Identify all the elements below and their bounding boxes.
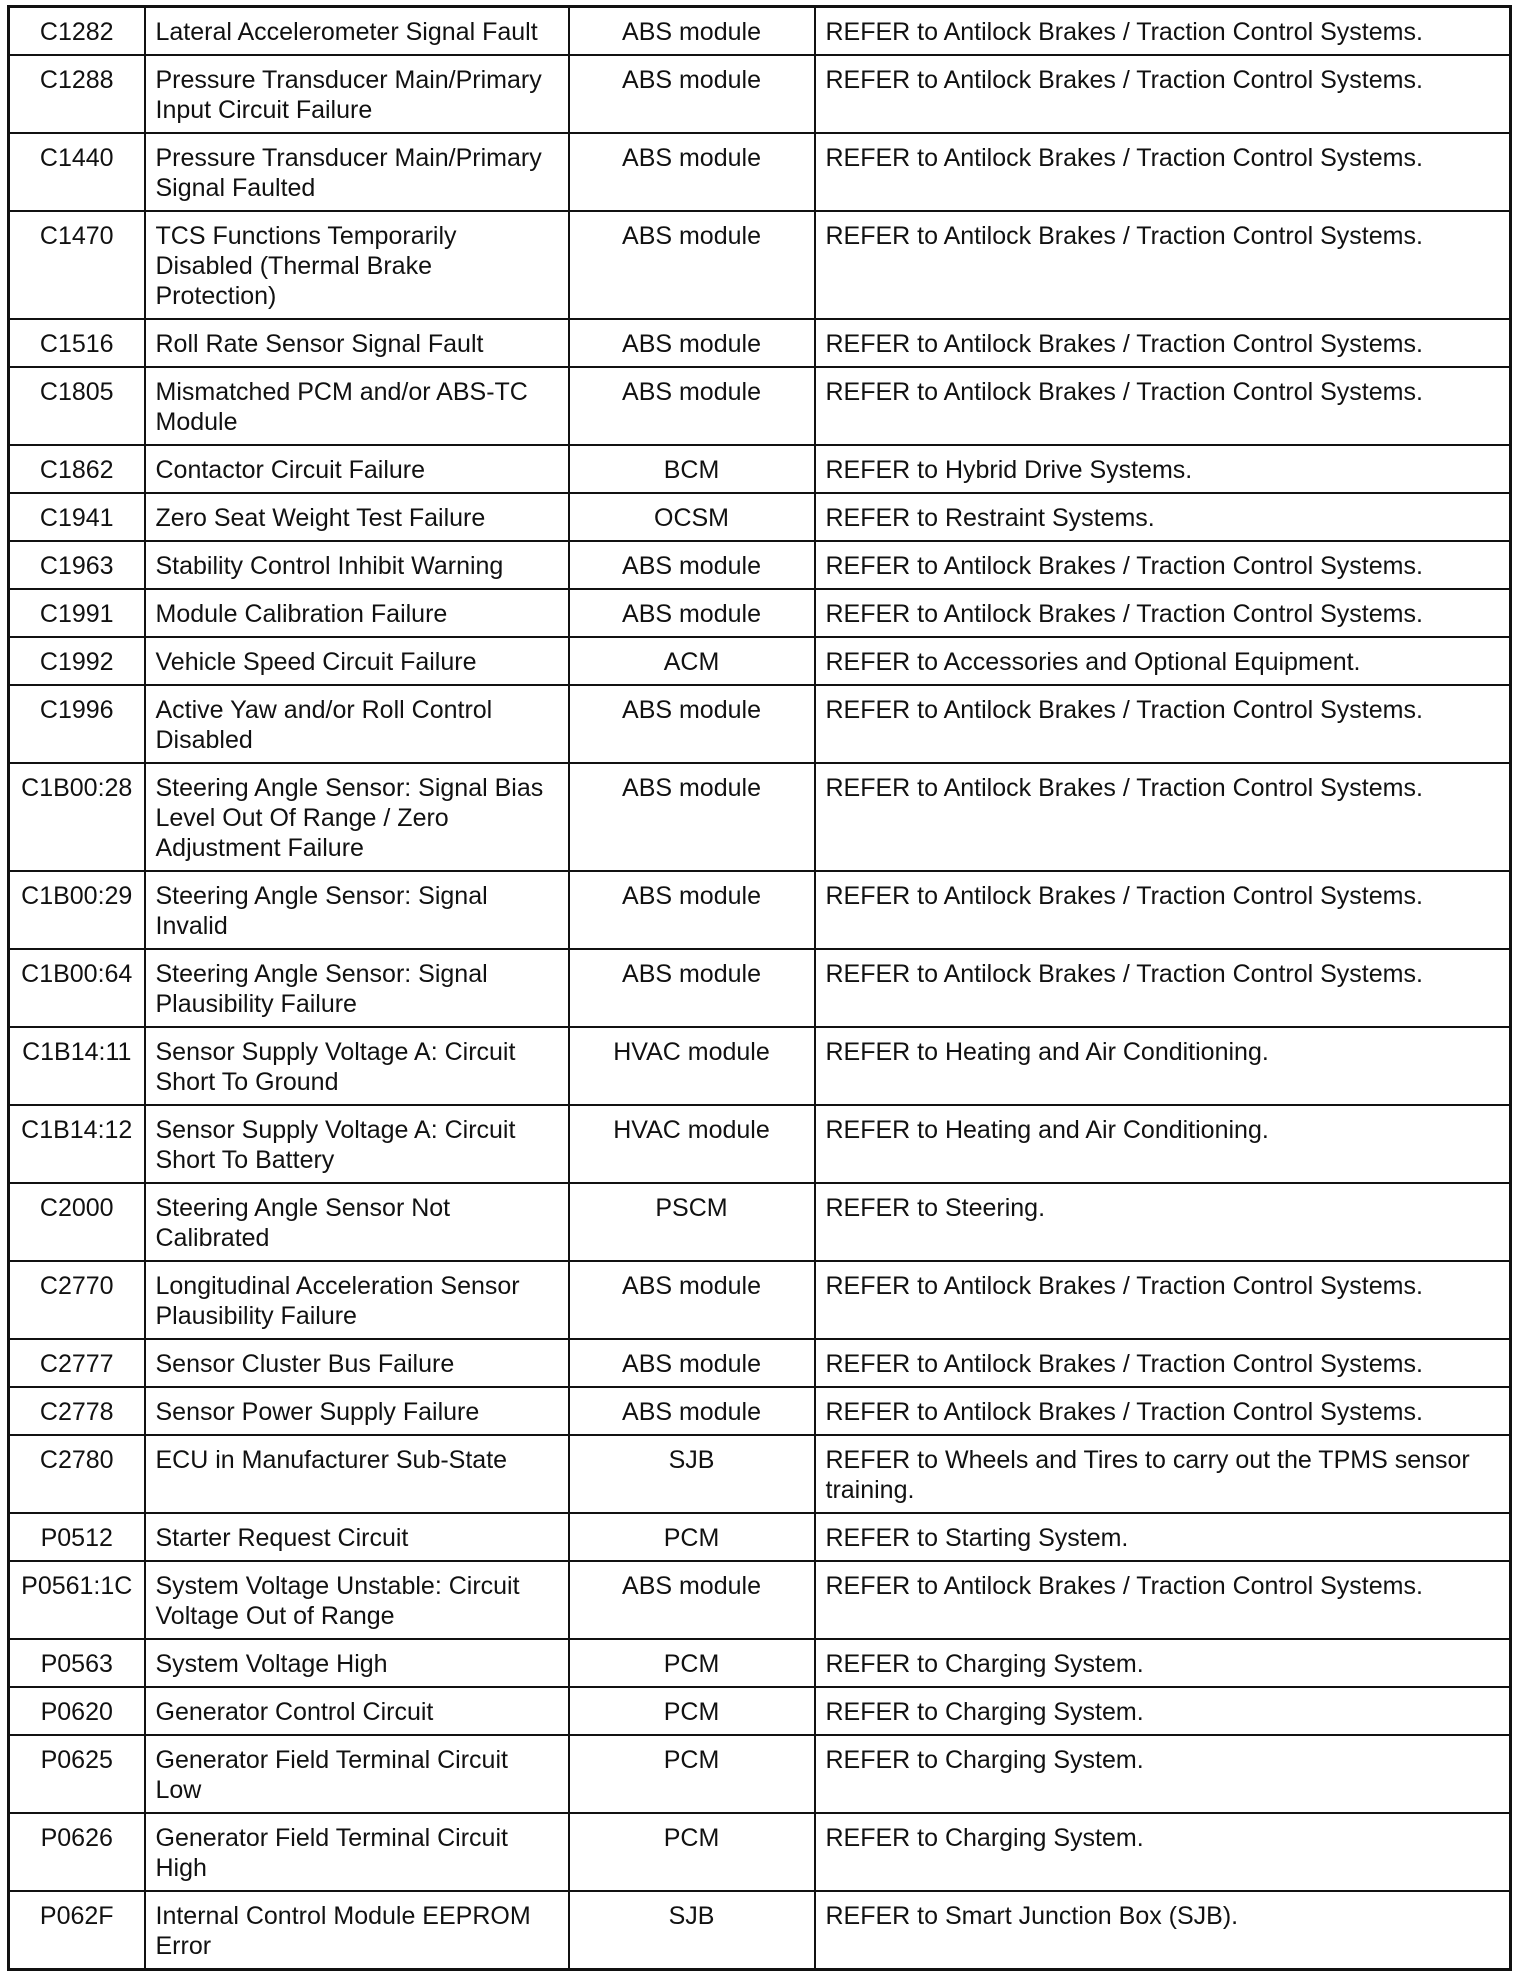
dtc-code-cell: C1996 [9,685,145,763]
description-cell: System Voltage Unstable: Circuit Voltage Out of Range [145,1561,569,1639]
table-row [9,763,1511,871]
module-cell: ABS module [569,589,815,637]
dtc-code-cell: C1941 [9,493,145,541]
module-cell: ABS module [569,949,815,1027]
action-cell: REFER to Hybrid Drive Systems. [815,445,1511,493]
dtc-code-cell: C1B00:29 [9,871,145,949]
dtc-code-cell: C1282 [9,7,145,56]
description-cell: Generator Control Circuit [145,1687,569,1735]
dtc-code-cell: P062F [9,1891,145,1970]
table-row [9,211,1511,319]
action-cell: REFER to Antilock Brakes / Traction Control Systems. [815,367,1511,445]
dtc-code-cell: C1440 [9,133,145,211]
description-cell: Lateral Accelerometer Signal Fault [145,7,569,56]
description-cell: Contactor Circuit Failure [145,445,569,493]
action-cell: REFER to Antilock Brakes / Traction Control Systems. [815,1561,1511,1639]
dtc-code-cell: C1862 [9,445,145,493]
dtc-table-body [9,7,1511,1970]
module-cell: ABS module [569,871,815,949]
dtc-table [7,5,1512,1971]
table-row [9,1687,1511,1735]
module-cell: PCM [569,1687,815,1735]
module-cell: ABS module [569,763,815,871]
dtc-code-cell: C1B00:28 [9,763,145,871]
action-cell: REFER to Smart Junction Box (SJB). [815,1891,1511,1970]
action-cell: REFER to Antilock Brakes / Traction Control Systems. [815,763,1511,871]
module-cell: ACM [569,637,815,685]
dtc-code-cell: C1992 [9,637,145,685]
table-row [9,1435,1511,1513]
table-row [9,445,1511,493]
action-cell: REFER to Antilock Brakes / Traction Control Systems. [815,1387,1511,1435]
description-cell: Zero Seat Weight Test Failure [145,493,569,541]
action-cell: REFER to Accessories and Optional Equipment. [815,637,1511,685]
module-cell: HVAC module [569,1027,815,1105]
description-cell: Generator Field Terminal Circuit Low [145,1735,569,1813]
description-cell: Steering Angle Sensor: Signal Invalid [145,871,569,949]
table-row [9,1561,1511,1639]
description-cell: Active Yaw and/or Roll Control Disabled [145,685,569,763]
description-cell: Sensor Power Supply Failure [145,1387,569,1435]
action-cell: REFER to Charging System. [815,1687,1511,1735]
dtc-code-cell: C2000 [9,1183,145,1261]
module-cell: ABS module [569,1339,815,1387]
module-cell: PCM [569,1639,815,1687]
description-cell: Internal Control Module EEPROM Error [145,1891,569,1970]
dtc-code-cell: C2778 [9,1387,145,1435]
module-cell: ABS module [569,1387,815,1435]
table-row [9,949,1511,1027]
table-row [9,871,1511,949]
action-cell: REFER to Antilock Brakes / Traction Control Systems. [815,871,1511,949]
dtc-code-cell: P0563 [9,1639,145,1687]
action-cell: REFER to Antilock Brakes / Traction Control Systems. [815,211,1511,319]
action-cell: REFER to Steering. [815,1183,1511,1261]
table-row [9,1891,1511,1970]
description-cell: Generator Field Terminal Circuit High [145,1813,569,1891]
description-cell: Steering Angle Sensor: Signal Plausibility Failure [145,949,569,1027]
module-cell: SJB [569,1891,815,1970]
dtc-code-cell: C1470 [9,211,145,319]
dtc-code-cell: P0625 [9,1735,145,1813]
action-cell: REFER to Antilock Brakes / Traction Control Systems. [815,55,1511,133]
dtc-code-cell: C1805 [9,367,145,445]
dtc-code-cell: C1991 [9,589,145,637]
dtc-code-cell: C2777 [9,1339,145,1387]
module-cell: ABS module [569,55,815,133]
module-cell: ABS module [569,7,815,56]
description-cell: Sensor Cluster Bus Failure [145,1339,569,1387]
table-row [9,55,1511,133]
description-cell: Pressure Transducer Main/Primary Input Circuit Failure [145,55,569,133]
action-cell: REFER to Antilock Brakes / Traction Control Systems. [815,685,1511,763]
action-cell: REFER to Charging System. [815,1639,1511,1687]
table-row [9,1027,1511,1105]
description-cell: Steering Angle Sensor: Signal Bias Level Out Of Range / Zero Adjustment Failure [145,763,569,871]
dtc-code-cell: C1B14:12 [9,1105,145,1183]
action-cell: REFER to Antilock Brakes / Traction Control Systems. [815,589,1511,637]
description-cell: Sensor Supply Voltage A: Circuit Short To Battery [145,1105,569,1183]
table-row [9,541,1511,589]
action-cell: REFER to Charging System. [815,1813,1511,1891]
description-cell: Longitudinal Acceleration Sensor Plausibility Failure [145,1261,569,1339]
table-row [9,367,1511,445]
action-cell: REFER to Antilock Brakes / Traction Control Systems. [815,7,1511,56]
dtc-code-cell: C2780 [9,1435,145,1513]
action-cell: REFER to Charging System. [815,1735,1511,1813]
module-cell: OCSM [569,493,815,541]
table-row [9,1387,1511,1435]
module-cell: HVAC module [569,1105,815,1183]
table-row [9,589,1511,637]
action-cell: REFER to Antilock Brakes / Traction Control Systems. [815,319,1511,367]
description-cell: Steering Angle Sensor Not Calibrated [145,1183,569,1261]
action-cell: REFER to Wheels and Tires to carry out the TPMS sensor training. [815,1435,1511,1513]
action-cell: REFER to Antilock Brakes / Traction Control Systems. [815,541,1511,589]
module-cell: ABS module [569,367,815,445]
module-cell: ABS module [569,541,815,589]
table-row [9,1513,1511,1561]
module-cell: BCM [569,445,815,493]
action-cell: REFER to Antilock Brakes / Traction Control Systems. [815,949,1511,1027]
table-row [9,493,1511,541]
dtc-code-cell: P0561:1C [9,1561,145,1639]
module-cell: PCM [569,1813,815,1891]
table-row [9,133,1511,211]
dtc-code-cell: P0620 [9,1687,145,1735]
table-row [9,1339,1511,1387]
table-row [9,1183,1511,1261]
description-cell: Sensor Supply Voltage A: Circuit Short To Ground [145,1027,569,1105]
action-cell: REFER to Heating and Air Conditioning. [815,1105,1511,1183]
description-cell: Pressure Transducer Main/Primary Signal Faulted [145,133,569,211]
dtc-code-cell: C1B00:64 [9,949,145,1027]
dtc-code-cell: P0512 [9,1513,145,1561]
module-cell: PCM [569,1735,815,1813]
table-row [9,637,1511,685]
module-cell: PSCM [569,1183,815,1261]
table-row [9,1735,1511,1813]
description-cell: ECU in Manufacturer Sub-State [145,1435,569,1513]
description-cell: System Voltage High [145,1639,569,1687]
module-cell: ABS module [569,211,815,319]
action-cell: REFER to Antilock Brakes / Traction Control Systems. [815,1261,1511,1339]
dtc-code-cell: C2770 [9,1261,145,1339]
module-cell: ABS module [569,319,815,367]
action-cell: REFER to Heating and Air Conditioning. [815,1027,1511,1105]
module-cell: ABS module [569,133,815,211]
dtc-code-cell: C1288 [9,55,145,133]
action-cell: REFER to Starting System. [815,1513,1511,1561]
action-cell: REFER to Restraint Systems. [815,493,1511,541]
description-cell: Mismatched PCM and/or ABS-TC Module [145,367,569,445]
action-cell: REFER to Antilock Brakes / Traction Control Systems. [815,133,1511,211]
description-cell: Stability Control Inhibit Warning [145,541,569,589]
description-cell: Vehicle Speed Circuit Failure [145,637,569,685]
description-cell: Roll Rate Sensor Signal Fault [145,319,569,367]
table-row [9,7,1511,56]
module-cell: SJB [569,1435,815,1513]
table-row [9,319,1511,367]
module-cell: ABS module [569,1561,815,1639]
dtc-code-cell: C1516 [9,319,145,367]
description-cell: Module Calibration Failure [145,589,569,637]
module-cell: PCM [569,1513,815,1561]
action-cell: REFER to Antilock Brakes / Traction Control Systems. [815,1339,1511,1387]
table-row [9,1105,1511,1183]
dtc-code-cell: C1B14:11 [9,1027,145,1105]
dtc-code-cell: C1963 [9,541,145,589]
table-row [9,1639,1511,1687]
description-cell: Starter Request Circuit [145,1513,569,1561]
dtc-code-cell: P0626 [9,1813,145,1891]
description-cell: TCS Functions Temporarily Disabled (Thermal Brake Protection) [145,211,569,319]
module-cell: ABS module [569,1261,815,1339]
module-cell: ABS module [569,685,815,763]
table-row [9,1813,1511,1891]
table-row [9,685,1511,763]
table-row [9,1261,1511,1339]
